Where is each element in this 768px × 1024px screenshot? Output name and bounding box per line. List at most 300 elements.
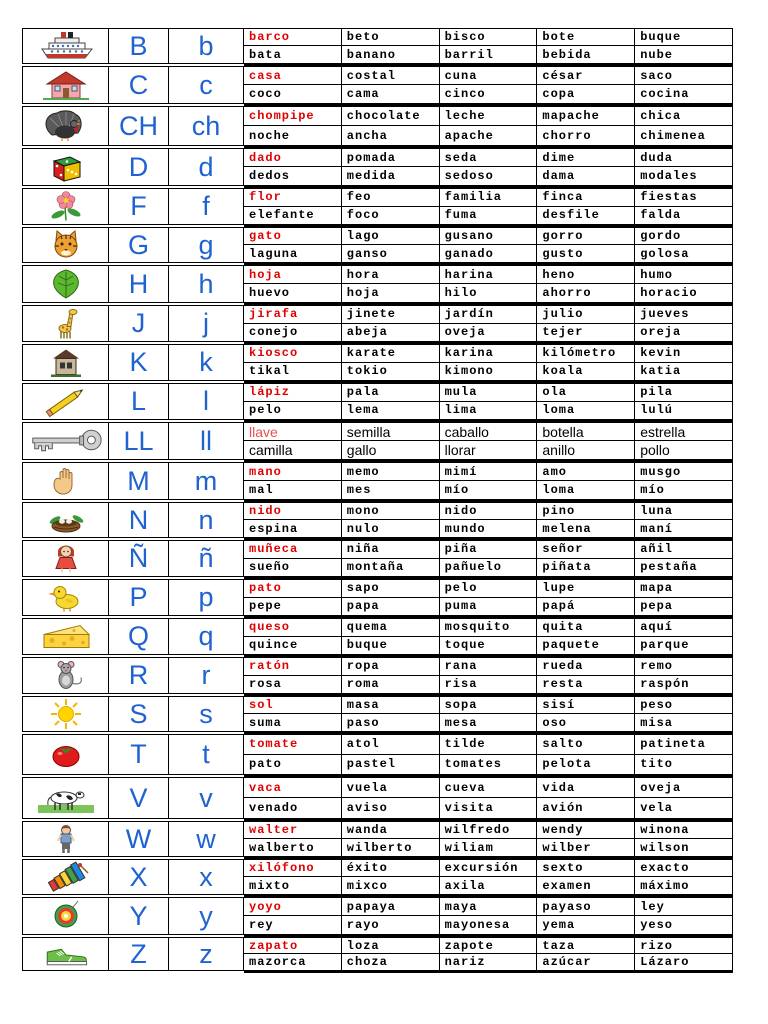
yoyo-icon <box>36 899 96 933</box>
example-word: heno <box>537 266 635 284</box>
highlighted-word: chompipe <box>244 107 342 126</box>
uppercase-letter: W <box>125 823 152 854</box>
highlighted-word: muñeca <box>244 541 342 559</box>
letter-row-h <box>22 265 733 305</box>
example-word: papá <box>537 598 635 616</box>
highlighted-word: zapato <box>244 938 342 954</box>
letter-header <box>22 734 244 775</box>
letter-row-f <box>22 188 733 227</box>
lowercase-cell <box>169 697 244 731</box>
example-word: lulú <box>635 402 733 420</box>
example-word: wilson <box>635 839 733 856</box>
highlighted-word: lápiz <box>244 384 342 402</box>
example-word: patineta <box>635 735 733 755</box>
example-word: éxito <box>342 860 440 877</box>
letter-row-ll <box>22 422 733 462</box>
example-word: vida <box>537 778 635 798</box>
example-word: cocina <box>635 85 733 103</box>
example-word: mundo <box>440 520 538 537</box>
example-word: golosa <box>635 245 733 262</box>
flower-icon <box>36 190 96 223</box>
example-word: wendy <box>537 822 635 839</box>
example-word: banano <box>342 46 440 63</box>
example-word: nulo <box>342 520 440 537</box>
example-word: toque <box>440 637 538 655</box>
example-word: rana <box>440 658 538 676</box>
letter-row-q <box>22 618 733 657</box>
picture-cell <box>23 29 109 63</box>
word-grid <box>244 344 733 383</box>
lowercase-cell <box>169 149 244 185</box>
lowercase-letter: q <box>198 621 214 651</box>
example-word: buque <box>342 637 440 655</box>
letter-header <box>22 777 244 819</box>
example-word: mosquito <box>440 619 538 637</box>
word-grid <box>244 462 733 502</box>
example-word: mono <box>342 503 440 520</box>
word-grid <box>244 148 733 188</box>
pencil-icon <box>36 385 96 418</box>
example-word: kilómetro <box>537 345 635 363</box>
uppercase-letter: F <box>130 191 147 221</box>
picture-cell <box>23 697 109 731</box>
example-word: karate <box>342 345 440 363</box>
example-word: hilo <box>440 284 538 302</box>
example-word: cama <box>342 85 440 103</box>
example-word: koala <box>537 363 635 381</box>
letter-header <box>22 502 244 538</box>
example-word: peso <box>635 697 733 714</box>
example-word: caballo <box>440 423 538 441</box>
example-word: pepa <box>635 598 733 616</box>
uppercase-cell <box>109 107 169 145</box>
word-grid <box>244 821 733 859</box>
example-word: laguna <box>244 245 342 262</box>
lowercase-cell <box>169 67 244 103</box>
uppercase-cell <box>109 938 169 970</box>
highlighted-word: barco <box>244 29 342 46</box>
example-word: mimí <box>440 463 538 481</box>
example-word: exacto <box>635 860 733 877</box>
example-word: suma <box>244 714 342 731</box>
highlighted-word: dado <box>244 149 342 167</box>
example-word: apache <box>440 126 538 145</box>
uppercase-cell <box>109 423 169 459</box>
example-word: papa <box>342 598 440 616</box>
example-word: dime <box>537 149 635 167</box>
example-word: vela <box>635 798 733 818</box>
uppercase-cell <box>109 697 169 731</box>
picture-cell <box>23 306 109 341</box>
uppercase-cell <box>109 463 169 499</box>
example-word: rayo <box>342 916 440 934</box>
letter-row-j <box>22 305 733 344</box>
example-word: mazorca <box>244 954 342 970</box>
picture-cell <box>23 266 109 302</box>
uppercase-cell <box>109 345 169 380</box>
lowercase-letter: h <box>198 268 214 299</box>
lowercase-letter: t <box>202 739 210 769</box>
duck-icon <box>36 581 96 614</box>
example-word: estrella <box>635 423 733 441</box>
example-word: césar <box>537 67 635 85</box>
word-grid <box>244 28 733 66</box>
uppercase-letter: P <box>129 582 148 612</box>
uppercase-cell <box>109 266 169 302</box>
lowercase-letter: y <box>199 900 213 931</box>
example-word: pollo <box>635 441 733 459</box>
example-word: chocolate <box>342 107 440 126</box>
uppercase-cell <box>109 822 169 856</box>
picture-cell <box>23 503 109 537</box>
lowercase-letter: x <box>199 861 213 892</box>
lowercase-cell <box>169 658 244 693</box>
example-word: paquete <box>537 637 635 655</box>
lowercase-cell <box>169 29 244 63</box>
example-word: visita <box>440 798 538 818</box>
lowercase-letter: ch <box>191 110 221 141</box>
example-word: karina <box>440 345 538 363</box>
example-word: lago <box>342 228 440 245</box>
picture-cell <box>23 345 109 380</box>
highlighted-word: llave <box>244 423 342 441</box>
example-word: familia <box>440 189 538 207</box>
uppercase-letter: M <box>127 465 150 496</box>
example-word: risa <box>440 676 538 694</box>
turkey-icon <box>36 108 96 144</box>
example-word: jinete <box>342 306 440 324</box>
uppercase-letter: G <box>127 229 149 260</box>
example-word: sopa <box>440 697 538 714</box>
example-word: luna <box>635 503 733 520</box>
highlighted-word: pato <box>244 580 342 598</box>
word-grid <box>244 579 733 618</box>
example-word: mixco <box>342 877 440 894</box>
example-word: taza <box>537 938 635 954</box>
example-word: wilfredo <box>440 822 538 839</box>
highlighted-word: hoja <box>244 266 342 284</box>
example-word: sexto <box>537 860 635 877</box>
letter-header <box>22 227 244 263</box>
highlighted-word: flor <box>244 189 342 207</box>
example-word: salto <box>537 735 635 755</box>
uppercase-letter: Ñ <box>128 543 149 573</box>
example-word: costal <box>342 67 440 85</box>
example-word: seda <box>440 149 538 167</box>
example-word: atol <box>342 735 440 755</box>
example-word: puma <box>440 598 538 616</box>
letter-row-s <box>22 696 733 734</box>
shoe-icon <box>36 939 96 969</box>
picture-cell <box>23 541 109 576</box>
example-word: espina <box>244 520 342 537</box>
uppercase-cell <box>109 228 169 262</box>
example-word: lema <box>342 402 440 420</box>
example-word: piñata <box>537 559 635 577</box>
lowercase-letter: g <box>198 229 214 260</box>
example-word: ola <box>537 384 635 402</box>
example-word: finca <box>537 189 635 207</box>
letter-row-y <box>22 897 733 937</box>
example-word: tomates <box>440 755 538 775</box>
highlighted-word: tomate <box>244 735 342 755</box>
letter-row-n <box>22 502 733 540</box>
letter-header <box>22 305 244 342</box>
leaf-icon <box>36 267 96 301</box>
example-word: desfile <box>537 207 635 225</box>
uppercase-cell <box>109 29 169 63</box>
highlighted-word: mano <box>244 463 342 481</box>
example-word: gusto <box>537 245 635 262</box>
example-word: azúcar <box>537 954 635 970</box>
letter-header <box>22 188 244 225</box>
example-word: tejer <box>537 324 635 342</box>
example-word: cinco <box>440 85 538 103</box>
example-word: wilberto <box>342 839 440 856</box>
uppercase-letter: V <box>129 782 148 813</box>
example-word: aviso <box>342 798 440 818</box>
example-word: vuela <box>342 778 440 798</box>
uppercase-cell <box>109 580 169 615</box>
example-word: misa <box>635 714 733 731</box>
example-word: pato <box>244 755 342 775</box>
example-word: memo <box>342 463 440 481</box>
example-word: amo <box>537 463 635 481</box>
example-word: mayonesa <box>440 916 538 934</box>
picture-cell <box>23 658 109 693</box>
cow-icon <box>36 779 96 817</box>
uppercase-letter: CH <box>119 110 158 141</box>
example-word: wilber <box>537 839 635 856</box>
example-word: mixto <box>244 877 342 894</box>
example-word: modales <box>635 167 733 185</box>
word-grid <box>244 66 733 106</box>
example-word: camilla <box>244 441 342 459</box>
example-word: kimono <box>440 363 538 381</box>
word-grid <box>244 618 733 657</box>
picture-cell <box>23 580 109 615</box>
highlighted-word: gato <box>244 228 342 245</box>
hand-icon <box>36 464 96 498</box>
example-word: musgo <box>635 463 733 481</box>
example-word: señor <box>537 541 635 559</box>
boy-icon <box>36 823 96 855</box>
example-word: barril <box>440 46 538 63</box>
lowercase-letter: p <box>198 582 214 612</box>
example-word: rey <box>244 916 342 934</box>
giraffe-icon <box>36 307 96 340</box>
letter-header <box>22 821 244 857</box>
lowercase-letter: s <box>199 698 213 729</box>
example-word: bote <box>537 29 635 46</box>
lowercase-cell <box>169 822 244 856</box>
example-word: feo <box>342 189 440 207</box>
uppercase-cell <box>109 778 169 818</box>
example-word: duda <box>635 149 733 167</box>
example-word: maya <box>440 898 538 916</box>
picture-cell <box>23 107 109 145</box>
lowercase-cell <box>169 938 244 970</box>
example-word: fuma <box>440 207 538 225</box>
word-grid <box>244 897 733 937</box>
lowercase-letter: n <box>198 504 214 535</box>
uppercase-cell <box>109 384 169 419</box>
letter-header <box>22 106 244 146</box>
letter-header <box>22 265 244 303</box>
kiosk-icon <box>36 346 96 379</box>
example-word: anillo <box>537 441 635 459</box>
uppercase-cell <box>109 189 169 224</box>
example-word: coco <box>244 85 342 103</box>
example-word: mes <box>342 481 440 499</box>
example-word: copa <box>537 85 635 103</box>
lowercase-letter: c <box>199 69 213 100</box>
example-word: humo <box>635 266 733 284</box>
example-word: yema <box>537 916 635 934</box>
example-word: loma <box>537 402 635 420</box>
letter-header <box>22 859 244 895</box>
uppercase-cell <box>109 898 169 934</box>
letter-header <box>22 937 244 971</box>
doll-icon <box>36 542 96 575</box>
example-word: leche <box>440 107 538 126</box>
example-word: semilla <box>342 423 440 441</box>
sun-icon <box>36 698 96 730</box>
example-word: lima <box>440 402 538 420</box>
example-word: quince <box>244 637 342 655</box>
word-grid <box>244 383 733 422</box>
lowercase-letter: r <box>201 660 211 690</box>
lowercase-letter: z <box>199 938 213 969</box>
word-grid <box>244 265 733 305</box>
example-word: ley <box>635 898 733 916</box>
example-word: sueño <box>244 559 342 577</box>
highlighted-word: sol <box>244 697 342 714</box>
uppercase-letter: J <box>131 308 146 338</box>
letter-header <box>22 897 244 935</box>
example-word: mío <box>635 481 733 499</box>
letter-header <box>22 657 244 694</box>
picture-cell <box>23 938 109 970</box>
lowercase-cell <box>169 266 244 302</box>
example-word: oveja <box>440 324 538 342</box>
letter-header <box>22 28 244 64</box>
letter-row-ch <box>22 106 733 148</box>
letter-row-c <box>22 66 733 106</box>
example-word: remo <box>635 658 733 676</box>
picture-cell <box>23 149 109 185</box>
example-word: niña <box>342 541 440 559</box>
example-word: cuna <box>440 67 538 85</box>
highlighted-word: nido <box>244 503 342 520</box>
uppercase-cell <box>109 306 169 341</box>
example-word: noche <box>244 126 342 145</box>
uppercase-cell <box>109 67 169 103</box>
example-word: pino <box>537 503 635 520</box>
example-word: parque <box>635 637 733 655</box>
example-word: pila <box>635 384 733 402</box>
example-word: lupe <box>537 580 635 598</box>
example-word: sedoso <box>440 167 538 185</box>
word-grid <box>244 540 733 579</box>
example-word: dama <box>537 167 635 185</box>
tomato-icon <box>36 736 96 773</box>
example-word: hoja <box>342 284 440 302</box>
word-grid <box>244 696 733 734</box>
alphabet-table <box>22 28 733 974</box>
example-word: avión <box>537 798 635 818</box>
letter-row-z <box>22 937 733 973</box>
picture-cell <box>23 822 109 856</box>
example-word: pala <box>342 384 440 402</box>
letter-row-g <box>22 227 733 265</box>
example-word: pelo <box>440 580 538 598</box>
example-word: quema <box>342 619 440 637</box>
key-icon <box>25 424 107 458</box>
lowercase-cell <box>169 306 244 341</box>
example-word: ropa <box>342 658 440 676</box>
example-word: huevo <box>244 284 342 302</box>
picture-cell <box>23 423 109 459</box>
example-word: katia <box>635 363 733 381</box>
example-word: wanda <box>342 822 440 839</box>
lowercase-cell <box>169 541 244 576</box>
letter-row-w <box>22 821 733 859</box>
example-word: mapa <box>635 580 733 598</box>
highlighted-word: casa <box>244 67 342 85</box>
example-word: ganso <box>342 245 440 262</box>
example-word: llorar <box>440 441 538 459</box>
example-word: wiliam <box>440 839 538 856</box>
example-word: loza <box>342 938 440 954</box>
letter-header <box>22 618 244 655</box>
letter-row-p <box>22 579 733 618</box>
lowercase-cell <box>169 898 244 934</box>
cheese-icon <box>36 620 96 653</box>
example-word: hora <box>342 266 440 284</box>
word-grid <box>244 227 733 265</box>
word-grid <box>244 777 733 821</box>
word-grid <box>244 859 733 897</box>
lowercase-cell <box>169 423 244 459</box>
lowercase-cell <box>169 463 244 499</box>
example-word: pastel <box>342 755 440 775</box>
letter-header <box>22 462 244 500</box>
uppercase-letter: D <box>128 151 149 182</box>
xylophone-icon <box>36 861 96 893</box>
letter-header <box>22 422 244 460</box>
letter-header <box>22 383 244 420</box>
lowercase-cell <box>169 384 244 419</box>
example-word: cueva <box>440 778 538 798</box>
lowercase-letter: f <box>202 191 210 221</box>
example-word: gorro <box>537 228 635 245</box>
lowercase-letter: l <box>203 386 209 416</box>
lowercase-cell <box>169 778 244 818</box>
uppercase-letter: X <box>129 861 148 892</box>
example-word: venado <box>244 798 342 818</box>
example-word: chimenea <box>635 126 733 145</box>
picture-cell <box>23 189 109 224</box>
letter-header <box>22 66 244 104</box>
example-word: añil <box>635 541 733 559</box>
uppercase-cell <box>109 149 169 185</box>
example-word: paso <box>342 714 440 731</box>
example-word: roma <box>342 676 440 694</box>
letter-row-x <box>22 859 733 897</box>
lowercase-letter: j <box>203 308 209 338</box>
example-word: aquí <box>635 619 733 637</box>
